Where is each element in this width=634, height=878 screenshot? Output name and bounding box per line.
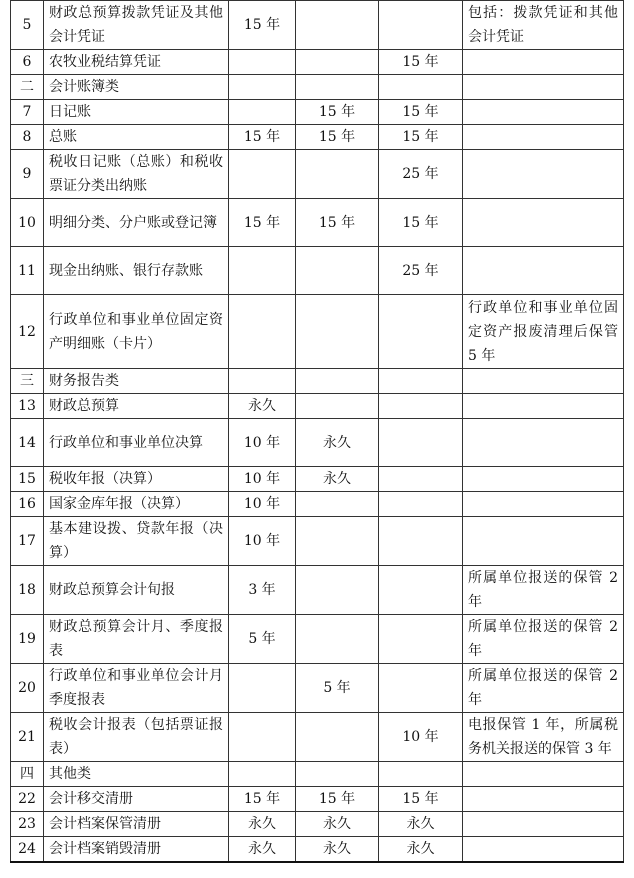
retention-col-2: 永久	[296, 419, 379, 467]
retention-col-2	[296, 492, 379, 517]
retention-table	[10, 0, 624, 863]
remarks	[463, 199, 624, 247]
retention-col-2	[296, 369, 379, 394]
row-number: 23	[11, 812, 44, 837]
retention-col-3	[379, 75, 463, 100]
row-number: 17	[11, 517, 44, 566]
table-row	[11, 199, 624, 247]
record-name: 财政总预算会计旬报	[44, 566, 229, 615]
remarks	[463, 369, 624, 394]
record-name: 税收年报（决算）	[44, 467, 229, 492]
remarks	[463, 837, 624, 863]
retention-col-1	[229, 713, 296, 762]
retention-col-1: 10 年	[229, 419, 296, 467]
retention-col-2: 永久	[296, 467, 379, 492]
record-name: 行政单位和事业单位会计月季度报表	[44, 664, 229, 713]
record-name: 基本建设拨、贷款年报（决算）	[44, 517, 229, 566]
retention-col-2: 15 年	[296, 199, 379, 247]
record-name: 财政总预算拨款凭证及其他会计凭证	[44, 1, 229, 50]
retention-col-2	[296, 247, 379, 295]
record-name: 行政单位和事业单位固定资产明细账（卡片）	[44, 295, 229, 369]
retention-col-1: 3 年	[229, 566, 296, 615]
retention-col-2	[296, 1, 379, 50]
retention-col-2	[296, 615, 379, 664]
retention-col-2: 5 年	[296, 664, 379, 713]
record-name: 会计档案保管清册	[44, 812, 229, 837]
row-number: 5	[11, 1, 44, 50]
row-number: 18	[11, 566, 44, 615]
retention-col-2	[296, 394, 379, 419]
retention-col-3: 10 年	[379, 713, 463, 762]
retention-col-1	[229, 369, 296, 394]
retention-col-3: 15 年	[379, 199, 463, 247]
table-row	[11, 837, 624, 863]
table-row	[11, 812, 624, 837]
row-number: 22	[11, 787, 44, 812]
table-row	[11, 787, 624, 812]
table-row	[11, 517, 624, 566]
table-row	[11, 295, 624, 369]
remarks	[463, 125, 624, 150]
remarks	[463, 467, 624, 492]
retention-col-3: 25 年	[379, 150, 463, 199]
remarks: 电报保管 1 年，所属税务机关报送的保管 3 年	[463, 713, 624, 762]
retention-col-1: 15 年	[229, 125, 296, 150]
retention-col-1: 10 年	[229, 517, 296, 566]
record-name: 现金出纳账、银行存款账	[44, 247, 229, 295]
row-number: 14	[11, 419, 44, 467]
retention-col-1	[229, 150, 296, 199]
remarks	[463, 492, 624, 517]
row-number: 11	[11, 247, 44, 295]
table-row	[11, 1, 624, 50]
remarks	[463, 419, 624, 467]
retention-col-3	[379, 566, 463, 615]
row-number: 二	[11, 75, 44, 100]
retention-col-1: 5 年	[229, 615, 296, 664]
remarks: 所属单位报送的保管 2 年	[463, 615, 624, 664]
table-row	[11, 664, 624, 713]
retention-col-3: 永久	[379, 812, 463, 837]
row-number: 三	[11, 369, 44, 394]
retention-col-3	[379, 492, 463, 517]
retention-col-1: 永久	[229, 837, 296, 863]
section-row	[11, 75, 624, 100]
retention-col-3	[379, 295, 463, 369]
retention-col-3: 15 年	[379, 50, 463, 75]
retention-col-3: 永久	[379, 837, 463, 863]
row-number: 8	[11, 125, 44, 150]
table-row	[11, 566, 624, 615]
retention-col-3	[379, 1, 463, 50]
remarks	[463, 247, 624, 295]
row-number: 9	[11, 150, 44, 199]
record-name: 会计档案销毁清册	[44, 837, 229, 863]
retention-col-3: 15 年	[379, 125, 463, 150]
record-name: 税收日记账（总账）和税收票证分类出纳账	[44, 150, 229, 199]
record-name: 其他类	[44, 762, 229, 787]
retention-col-2: 永久	[296, 812, 379, 837]
row-number: 24	[11, 837, 44, 863]
table-row	[11, 419, 624, 467]
table-row	[11, 492, 624, 517]
retention-col-2	[296, 713, 379, 762]
retention-col-3	[379, 664, 463, 713]
record-name: 日记账	[44, 100, 229, 125]
retention-col-3: 15 年	[379, 100, 463, 125]
retention-col-1	[229, 75, 296, 100]
retention-col-2: 15 年	[296, 125, 379, 150]
retention-col-2	[296, 75, 379, 100]
record-name: 农牧业税结算凭证	[44, 50, 229, 75]
retention-col-1: 10 年	[229, 492, 296, 517]
row-number: 20	[11, 664, 44, 713]
remarks	[463, 787, 624, 812]
retention-col-3	[379, 419, 463, 467]
retention-col-1	[229, 762, 296, 787]
record-name: 明细分类、分户账或登记簿	[44, 199, 229, 247]
retention-col-3	[379, 615, 463, 664]
table-row	[11, 713, 624, 762]
table-row	[11, 100, 624, 125]
row-number: 6	[11, 50, 44, 75]
remarks: 包括：拨款凭证和其他会计凭证	[463, 1, 624, 50]
table-row	[11, 50, 624, 75]
retention-col-2: 15 年	[296, 100, 379, 125]
row-number: 13	[11, 394, 44, 419]
retention-col-2: 15 年	[296, 787, 379, 812]
row-number: 四	[11, 762, 44, 787]
row-number: 19	[11, 615, 44, 664]
remarks: 行政单位和事业单位固定资产报废清理后保管 5 年	[463, 295, 624, 369]
record-name: 财政总预算会计月、季度报表	[44, 615, 229, 664]
record-name: 财政总预算	[44, 394, 229, 419]
table-row	[11, 394, 624, 419]
retention-col-2	[296, 50, 379, 75]
row-number: 12	[11, 295, 44, 369]
retention-col-1: 15 年	[229, 787, 296, 812]
remarks	[463, 75, 624, 100]
retention-col-1: 10 年	[229, 467, 296, 492]
section-row	[11, 762, 624, 787]
row-number: 10	[11, 199, 44, 247]
table-body	[11, 1, 624, 863]
row-number: 7	[11, 100, 44, 125]
retention-col-2	[296, 150, 379, 199]
remarks	[463, 50, 624, 75]
retention-col-2	[296, 295, 379, 369]
remarks	[463, 812, 624, 837]
retention-col-1: 15 年	[229, 199, 296, 247]
section-row	[11, 369, 624, 394]
record-name: 财务报告类	[44, 369, 229, 394]
table-row	[11, 150, 624, 199]
retention-col-1	[229, 247, 296, 295]
retention-col-1: 永久	[229, 812, 296, 837]
table-row	[11, 615, 624, 664]
retention-col-3	[379, 762, 463, 787]
record-name: 税收会计报表（包括票证报表）	[44, 713, 229, 762]
retention-col-1: 永久	[229, 394, 296, 419]
row-number: 15	[11, 467, 44, 492]
retention-col-2: 永久	[296, 837, 379, 863]
retention-col-2	[296, 566, 379, 615]
table-row	[11, 125, 624, 150]
record-name: 总账	[44, 125, 229, 150]
retention-col-3	[379, 517, 463, 566]
remarks	[463, 517, 624, 566]
row-number: 16	[11, 492, 44, 517]
retention-col-3	[379, 369, 463, 394]
remarks: 所属单位报送的保管 2 年	[463, 664, 624, 713]
record-name: 会计账簿类	[44, 75, 229, 100]
retention-col-3: 15 年	[379, 787, 463, 812]
retention-col-2	[296, 762, 379, 787]
row-number: 21	[11, 713, 44, 762]
retention-col-1: 15 年	[229, 1, 296, 50]
remarks	[463, 394, 624, 419]
remarks	[463, 762, 624, 787]
retention-col-3	[379, 467, 463, 492]
retention-col-3	[379, 394, 463, 419]
table-row	[11, 467, 624, 492]
retention-col-1	[229, 100, 296, 125]
table-row	[11, 247, 624, 295]
retention-col-1	[229, 664, 296, 713]
retention-col-2	[296, 517, 379, 566]
record-name: 会计移交清册	[44, 787, 229, 812]
record-name: 国家金库年报（决算）	[44, 492, 229, 517]
retention-col-3: 25 年	[379, 247, 463, 295]
remarks	[463, 150, 624, 199]
retention-col-1	[229, 50, 296, 75]
retention-col-1	[229, 295, 296, 369]
remarks: 所属单位报送的保管 2 年	[463, 566, 624, 615]
remarks	[463, 100, 624, 125]
record-name: 行政单位和事业单位决算	[44, 419, 229, 467]
